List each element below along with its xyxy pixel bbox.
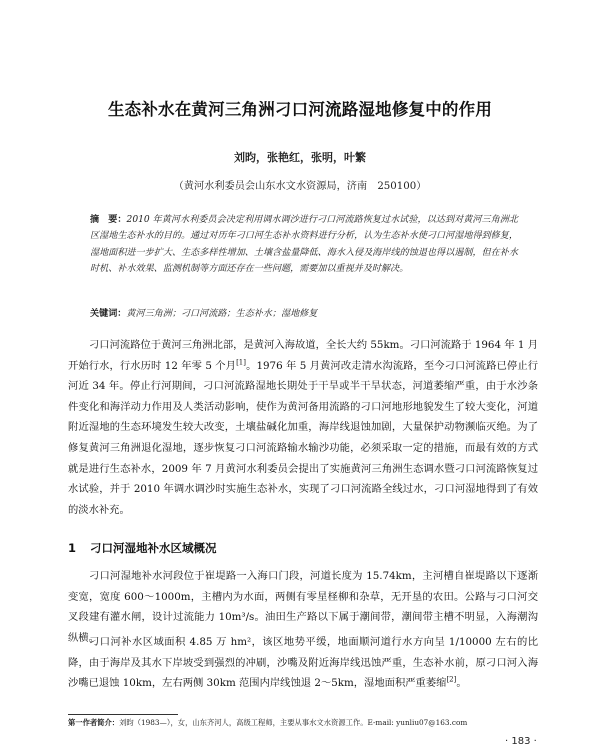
keywords (90, 306, 518, 322)
footnote (68, 718, 548, 728)
section-number: 1 (68, 541, 77, 555)
author-list: 刘昀，张艳红，张明，叶繁 (234, 151, 366, 164)
citation-ref-2: [2] (446, 675, 457, 684)
affiliation: （黄河水利委员会山东水文水资源局，济南 250100） (173, 181, 427, 192)
abstract-label: 摘 要： (90, 214, 127, 225)
paragraph-text-2: 。 (456, 677, 467, 690)
section-paragraph-2 (68, 632, 538, 694)
keywords-label: 关键词： (90, 308, 127, 319)
intro-text-2: 。1976 年 5 月黄河改走清水沟流路，至今刁口河流路已停止行河近 34 年。停止行河期间，刁口河流路湿地长期处于干旱或半干旱状态，河道萎缩严重，由于水沙条件变化和海洋动力作用及人类活动影响，使作为黄河备用流路的刁口河地形地貌发生了较大变化，河道附近湿地的生态环境发生较大改变，土壤盐碱化加重，海岸线退蚀加剧，大量保护动物濒临灭绝。为了修复黄河三角洲退化湿地，逐步恢复刁口河流路输水输沙功能，必须采取一定的措施，而最有效的方式就是进行生态补水，2009 年 7 月黄河水利委员会提出了实施黄河三角洲生态调水暨刁口河流路恢复过水试验，并于 2010 年调水调沙时实施生态补水，实现了刁口河流路全线过水，刁口河湿地得到了有效的淡水补充。 (68, 359, 538, 516)
paper-title: 生态补水在黄河三角洲刁口河流路湿地修复中的作用 (107, 100, 493, 119)
page-number: · 183 · (505, 736, 537, 747)
keywords-text: 黄河三角洲；刁口河流路；生态补水；湿地修复 (126, 309, 318, 319)
footnote-divider (68, 714, 178, 715)
abstract (90, 212, 518, 277)
footnote-text: 刘昀（1983—），女，山东齐河人，高级工程师，主要从事水文水资源工作。E-mail: yunliu07@163.com (119, 718, 468, 727)
abstract-text: 2010 年黄河水利委员会决定利用调水调沙进行刁口河流路恢复过水试验，以达到对黄河三角洲北区湿地生态补水的目的。通过对历年刁口河生态补水资料进行分析，认为生态补水使刁口河湿地得到修复，湿地面积进一步扩大、生态多样性增加、土壤含盐量降低、海水入侵及海岸线的蚀退也得以遏制，但在补水时机、补水效果、监测机制等方面还存在一些问题，需要加以重视并及时解决。 (90, 215, 518, 274)
intro-text-1: 刁口河流路位于黄河三角洲北部，是黄河入海故道，全长大约 55km。刁口河流路于 1964 年 1 月开始行水，行水历时 12 年零 5 个月 (68, 339, 538, 372)
paragraph-text-1: 刁口河补水区域面积 4.85 万 hm²，该区地势平缓，地面顺河道行水方向呈 1/10000 左右的比降，由于海岸及其水下岸坡受到强烈的冲刷，沙嘴及附近海岸线迅蚀严重，生态补水前，原刁口河入海沙嘴已退蚀 10km，左右两侧 30km 范围内岸线蚀退 2～5km，湿地面积严重萎缩 (68, 636, 538, 690)
section-heading (68, 540, 217, 556)
citation-ref-1: [1] (236, 358, 246, 367)
section-title: 刁口河湿地补水区域概况 (90, 541, 217, 555)
section-paragraph-1: 刁口河湿地补水河段位于崔堤路一入海口门段，河道长度为 15.74km，主河槽自崔堤路以下逐渐变宽，宽度 600～1000m，主槽内为水面，两侧有零星柽柳和杂草，无开垦的农田。公路与刁口河交叉段建有灌水闸，设计过流能力 10m³/s。油田生产路以下属于潮间带，潮间带主槽不明显，入海潮沟纵横。 (68, 570, 538, 644)
footnote-label: 第一作者简介： (68, 718, 120, 727)
intro-paragraph (68, 335, 538, 520)
